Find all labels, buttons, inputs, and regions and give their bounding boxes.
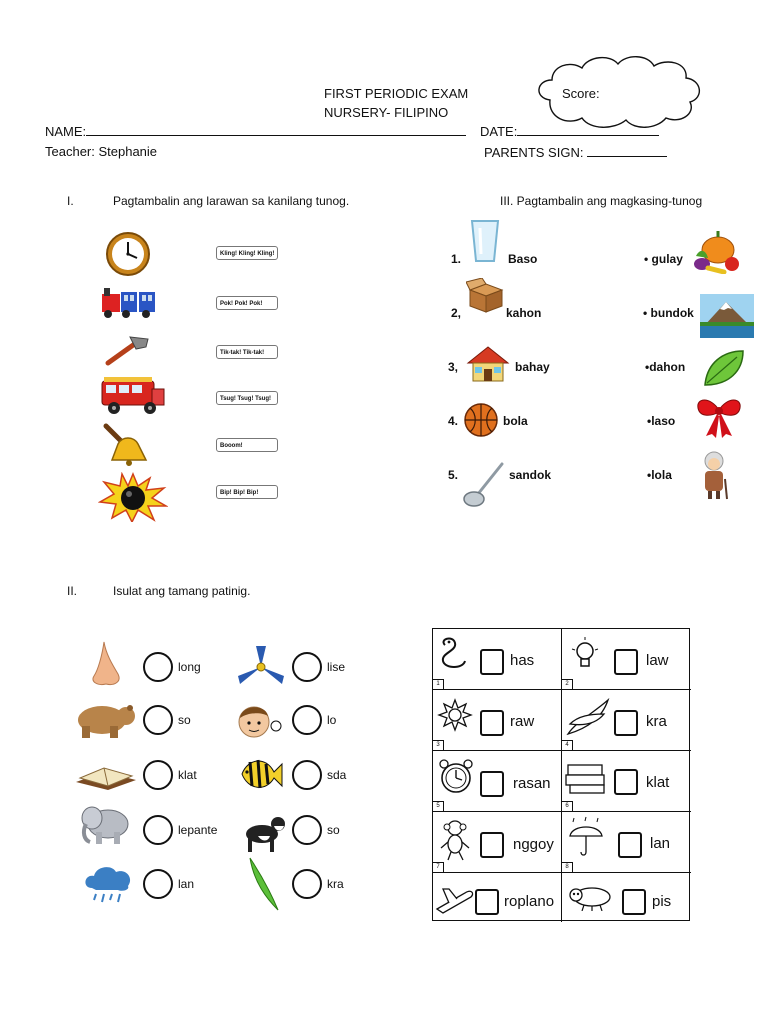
grid-num-6: 6	[562, 801, 573, 811]
sound-box-2: Pok! Pok! Pok!	[216, 296, 278, 310]
book-icon	[74, 758, 138, 792]
s3-num-3: 3,	[448, 360, 459, 374]
vowel-circle-r1[interactable]	[292, 652, 322, 682]
s3-num-5: 5.	[448, 468, 459, 482]
nose-icon	[88, 640, 124, 688]
s3-right-word-2: • bundok	[643, 306, 694, 320]
leaves-icon	[566, 694, 610, 738]
grid-cell-7	[433, 812, 562, 873]
ball-icon	[463, 402, 499, 438]
grid-word-4: kra	[646, 713, 667, 730]
vowel-circle-l2[interactable]	[143, 705, 173, 735]
vowel-word-r4: so	[327, 823, 340, 837]
fish-icon	[236, 754, 284, 794]
grid-word-2: law	[646, 652, 669, 669]
grid-answer-box-2[interactable]	[614, 649, 638, 675]
vowel-word-l5: lan	[178, 877, 195, 891]
vowel-word-l1: long	[178, 660, 201, 674]
grid-num-4: 4	[562, 740, 573, 750]
date-label: DATE:	[480, 124, 518, 139]
grid-answer-box-10[interactable]	[622, 889, 646, 915]
s3-num-4: 4.	[448, 414, 459, 428]
ribbon-icon	[694, 394, 744, 440]
bear-icon	[72, 698, 138, 740]
grid-num-5: 5	[433, 801, 444, 811]
ladle-icon	[462, 460, 506, 508]
sound-box-4: Tsug! Tsug! Tsug!	[216, 391, 278, 405]
grass-leaf-icon	[244, 856, 284, 912]
exam-subject: NURSERY- FILIPINO	[324, 105, 449, 120]
s3-word-5: sandok	[509, 468, 552, 482]
elephant-icon	[78, 800, 134, 848]
parents-sign-field[interactable]	[484, 144, 667, 160]
grid-num-3: 3	[433, 740, 444, 750]
grid-word-8: lan	[650, 835, 671, 852]
section3-instruction: III. Pagtambalin ang magkasing-tunog	[500, 194, 703, 208]
vowel-circle-r2[interactable]	[292, 705, 322, 735]
boy-head-icon	[236, 702, 286, 742]
exam-title: FIRST PERIODIC EXAM	[324, 86, 469, 101]
grandmother-icon	[698, 451, 730, 501]
vegetables-icon	[692, 228, 742, 274]
grid-answer-box-1[interactable]	[480, 649, 504, 675]
grid-cell-4	[562, 690, 691, 751]
grid-num-8: 8	[562, 862, 573, 872]
s3-word-1: Baso	[508, 252, 538, 266]
s3-right-word-3: •dahon	[645, 360, 686, 374]
grid-cell-9	[433, 873, 562, 922]
score-label: Score:	[562, 86, 600, 101]
hammer-icon	[102, 333, 152, 367]
umbrella-rain-icon	[566, 816, 606, 862]
s3-word-2: kahon	[506, 306, 542, 320]
score-cloud-icon	[530, 52, 706, 132]
sound-box-5: Booom!	[216, 438, 278, 452]
s3-right-word-5: •lola	[647, 468, 672, 482]
books-icon	[564, 759, 608, 797]
parents-sign-line	[587, 144, 667, 157]
vowel-circle-r4[interactable]	[292, 815, 322, 845]
grid-answer-box-3[interactable]	[480, 710, 504, 736]
mountain-icon	[700, 294, 754, 338]
grid-answer-box-5[interactable]	[480, 771, 504, 797]
vowel-word-r3: sda	[327, 768, 347, 782]
vowel-circle-l3[interactable]	[143, 760, 173, 790]
grid-cell-10	[562, 873, 691, 922]
grid-num-7: 7	[433, 862, 444, 872]
rain-cloud-icon	[82, 862, 134, 908]
propeller-icon	[236, 644, 286, 690]
vowel-word-r5: kra	[327, 877, 344, 891]
vowel-circle-r5[interactable]	[292, 869, 322, 899]
s3-num-1: 1.	[451, 252, 462, 266]
grid-word-6: klat	[646, 774, 670, 791]
vowel-word-r2: lo	[327, 713, 337, 727]
sound-box-6: Bip! Bip! Bip!	[216, 485, 278, 499]
section2-instruction: Isulat ang tamang patinig.	[113, 584, 251, 598]
grid-answer-box-4[interactable]	[614, 710, 638, 736]
date-line	[517, 123, 659, 136]
grid-answer-box-9[interactable]	[475, 889, 499, 915]
airplane-icon	[435, 879, 475, 915]
grid-cell-8	[562, 812, 691, 873]
grid-word-9: roplano	[504, 893, 555, 910]
grid-answer-box-6[interactable]	[614, 769, 638, 795]
house-icon	[466, 345, 510, 383]
name-line	[86, 123, 466, 136]
s3-right-word-1: • gulay	[644, 252, 683, 266]
glass-icon	[468, 218, 502, 264]
leaf-icon	[703, 349, 745, 387]
s3-num-2: 2,	[451, 306, 462, 320]
light-bulb-icon	[568, 635, 602, 675]
grid-word-1: has	[510, 652, 535, 669]
vowel-word-l4: lepante	[178, 823, 218, 837]
explosion-icon	[98, 472, 168, 522]
vowel-circle-l4[interactable]	[143, 815, 173, 845]
vowel-grid-table	[432, 628, 690, 921]
grid-word-7: nggoy	[513, 836, 554, 853]
section1-instruction: Pagtambalin ang larawan sa kanilang tunog.	[113, 194, 350, 208]
grid-cell-2	[562, 629, 691, 690]
grid-answer-box-7[interactable]	[480, 832, 504, 858]
vowel-circle-l1[interactable]	[143, 652, 173, 682]
grid-num-1: 1	[433, 679, 444, 689]
sun-icon	[437, 698, 473, 736]
grid-word-5: rasan	[513, 775, 551, 792]
grid-num-2: 2	[562, 679, 573, 689]
parents-sign-label: PARENTS SIGN:	[484, 145, 584, 160]
section1-numeral: I.	[67, 194, 74, 208]
vowel-word-r1: lise	[327, 660, 346, 674]
dog-icon	[238, 810, 288, 856]
date-field[interactable]	[480, 123, 659, 139]
box-icon	[466, 278, 506, 314]
sound-box-3: Tik-tak! Tik-tak!	[216, 345, 278, 359]
vowel-word-l2: so	[178, 713, 191, 727]
s3-right-word-4: •laso	[647, 414, 676, 428]
grid-word-10: pis	[652, 893, 672, 910]
alarm-clock-icon	[437, 757, 475, 797]
grid-cell-5	[433, 751, 562, 812]
section2-numeral: II.	[67, 584, 78, 598]
snake-icon	[435, 635, 471, 675]
sound-box-1: Kling! Kling! Kling!	[216, 246, 278, 260]
teacher-label: Teacher: Stephanie	[45, 144, 158, 159]
monkey-icon	[439, 818, 473, 862]
vowel-word-l3: klat	[178, 768, 197, 782]
vowel-circle-l5[interactable]	[143, 869, 173, 899]
grid-cell-6	[562, 751, 691, 812]
name-field[interactable]	[45, 123, 466, 139]
name-label: NAME:	[45, 124, 87, 139]
bell-icon	[100, 422, 156, 468]
grid-answer-box-8[interactable]	[618, 832, 642, 858]
vowel-circle-r3[interactable]	[292, 760, 322, 790]
train-icon	[100, 286, 158, 320]
clock-icon	[104, 231, 152, 277]
grid-cell-1	[433, 629, 562, 690]
s3-word-3: bahay	[515, 360, 550, 374]
insect-icon	[566, 881, 616, 911]
grid-word-3: raw	[510, 713, 535, 730]
jeepney-icon	[100, 373, 166, 417]
grid-cell-3	[433, 690, 562, 751]
s3-word-4: bola	[503, 414, 528, 428]
